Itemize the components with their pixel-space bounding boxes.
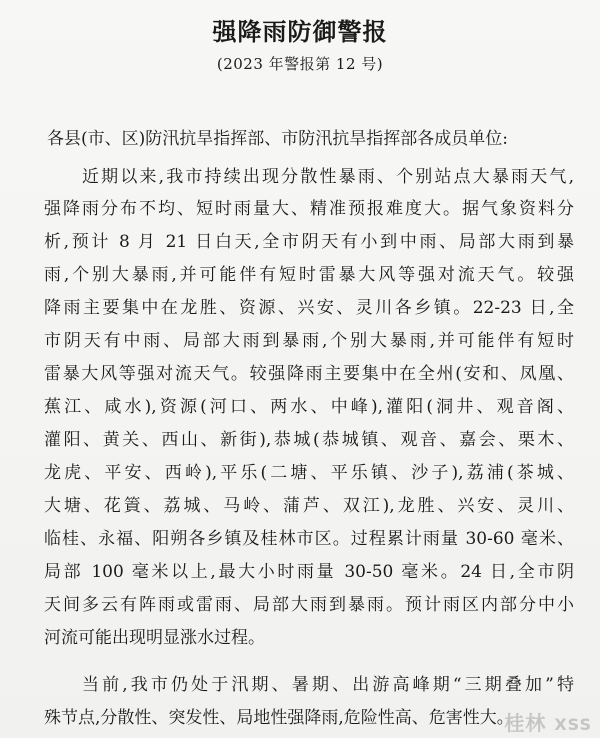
paragraph-1-line: 临桂、永福、阳朔各乡镇及桂林市区。过程累计雨量 30-60 毫米、 [44,529,574,549]
paragraph-1-line: 河流可能出现明显涨水过程。 [44,628,265,648]
paragraph-1-line: 蕉江、咸水),资源(河口、两水、中峰),灌阳(洞井、观音阁、 [44,397,574,417]
paragraph-1-line: 局部 100 毫米以上,最大小时雨量 30-50 毫米。24 日,全市阴 [44,562,574,582]
address-line: 各县(市、区)防汛抗旱指挥部、市防汛抗旱指挥部各成员单位: [47,129,508,149]
document-title: 强降雨防御警报 [212,18,388,46]
paragraph-1-line: 雷暴大风等强对流天气。较强降雨主要集中在全州(安和、凤凰、 [44,364,574,384]
watermark-text: 桂林 [504,711,547,735]
document-number: (2023 年警报第 12 号) [216,55,384,73]
watermark [504,707,592,736]
watermark-latin: XSS [554,715,592,734]
paragraph-2-line: 殊节点,分散性、突发性、局地性强降雨,危险性高、危害性大。 [44,708,514,728]
paragraph-1-line: 灌阳、黄关、西山、新街),恭城(恭城镇、观音、嘉会、栗木、 [44,430,574,450]
paragraph-1-line: 析,预计 8 月 21 日白天,全市阴天有小到中雨、局部大雨到暴 [44,232,574,252]
paragraph-1-line: 雨,个别大暴雨,并可能伴有短时雷暴大风等强对流天气。较强 [44,265,574,285]
paragraph-1-line: 龙虎、平安、西岭),平乐(二塘、平乐镇、沙子),荔浦(茶城、 [44,463,574,483]
paragraph-1-line: 近期以来,我市持续出现分散性暴雨、个别站点大暴雨天气, [82,167,574,187]
paragraph-1-line: 市阴天有中雨、局部大雨到暴雨,个别大暴雨,并可能伴有短时 [44,331,574,351]
paragraph-2-line: 当前,我市仍处于汛期、暑期、出游高峰期“三期叠加”特 [82,675,574,695]
paragraph-1-line: 大塘、花篢、荔城、马岭、蒲芦、双江),龙胜、兴安、灵川、 [44,496,574,516]
paragraph-1-line: 强降雨分布不均、短时雨量大、精准预报难度大。据气象资料分 [44,199,574,219]
paragraph-1-line: 降雨主要集中在龙胜、资源、兴安、灵川各乡镇。22-23 日,全 [44,298,574,318]
paragraph-1-line: 天间多云有阵雨或雷雨、局部大雨到暴雨。预计雨区内部分中小 [44,595,574,615]
